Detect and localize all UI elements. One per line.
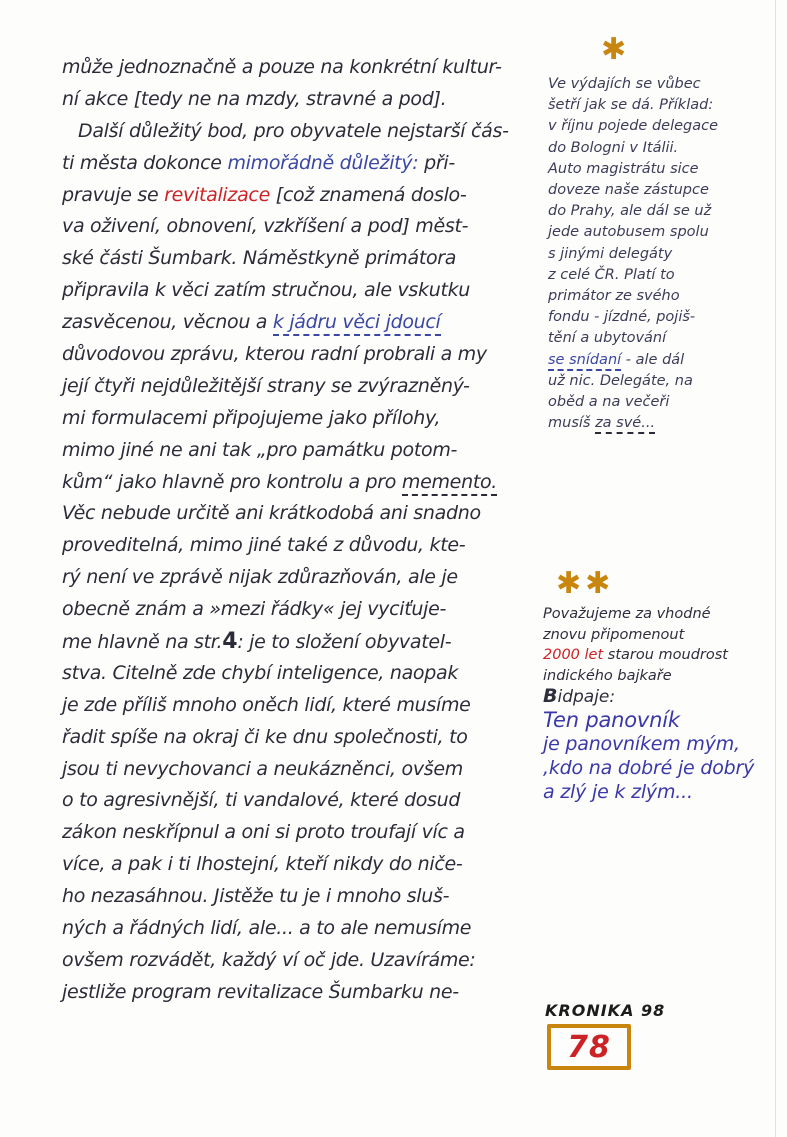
text-line: ovšem rozvádět, každý ví oč jde. Uzavíráme:: [62, 948, 476, 971]
text-line: ho nezasáhnou. Jistěže tu je i mnoho sluš-: [62, 885, 450, 908]
text-line: obecně znám a »mezi řádky« jej vyciťuje-: [62, 598, 447, 621]
page-number: 78: [567, 1029, 611, 1065]
note-line: šetří jak se dá. Příklad:: [548, 97, 714, 114]
note-line: s jinými delegáty: [548, 245, 673, 262]
note-line: doveze naše zástupce: [548, 182, 709, 199]
note-line: z celé ČR. Platí to: [548, 266, 675, 283]
text-segment: B: [543, 685, 558, 707]
text-segment: : je to složení obyvatel-: [237, 631, 452, 654]
note-line: [548, 413, 780, 434]
text-line: ných a řádných lidí, ale... a to ale nemusíme: [62, 917, 472, 940]
text-segment: kům“ jako hlavně pro kontrolu a pro: [62, 470, 402, 493]
note-line: do Prahy, ale dál se už: [548, 203, 712, 220]
text-segment: idpaje:: [557, 687, 616, 707]
text-segment: - ale dál: [621, 351, 685, 368]
text-segment: při-: [418, 151, 455, 174]
text-segment: pravuje se: [62, 183, 165, 206]
note-line: [548, 350, 780, 371]
text-segment: me hlavně na str.: [62, 631, 223, 654]
note-line: znovu připomenout: [543, 626, 685, 643]
text-line: může jednoznačně a pouze na konkrétní kultur-: [62, 56, 502, 78]
quote-line: ‚kdo na dobré je dobrý: [543, 756, 755, 779]
text-line: [62, 467, 554, 499]
text-line: ské části Šumbark. Náměstkyně primátora: [62, 247, 457, 270]
text-line: va oživení, obnovení, vzkříšení a pod] měst-: [62, 215, 469, 238]
text-line: [62, 180, 554, 212]
text-line: více, a pak i ti lhostejní, kteří nikdy do niče-: [62, 853, 463, 876]
text-line: důvodovou zprávu, kterou radní probrali a my: [62, 343, 487, 366]
note-line: jede autobusem spolu: [548, 224, 709, 241]
note-line: do Bologni v Itálii.: [548, 139, 679, 156]
note-line: primátor ze svého: [548, 288, 680, 305]
text-line: zákon neskřípnul a oni si proto troufají víc a: [62, 821, 465, 844]
text-line: rý není ve zprávě nijak zdůrazňován, ale je: [62, 566, 458, 589]
highlight-red-text: 2000 let: [543, 647, 604, 663]
underlined-blue-text: se snídaní: [548, 352, 621, 371]
text-line: Věc nebude určitě ani krátkodobá ani snadno: [62, 502, 481, 525]
note-line: tění a ubytování: [548, 330, 667, 347]
quote-line: Ten panovník: [543, 707, 680, 732]
text-segment: musíš: [548, 415, 596, 432]
note-line: Auto magistrátu sice: [548, 160, 699, 177]
text-line: stva. Citelně zde chybí inteligence, naopak: [62, 661, 459, 684]
double-star-icon: ✱✱: [556, 566, 615, 601]
margin-note-expenses: [548, 74, 780, 434]
text-line: [62, 307, 554, 339]
bidpaj-name: [543, 686, 781, 708]
note-line: [543, 645, 781, 666]
text-line: její čtyři nejdůležitější strany se zvýrazněný-: [62, 374, 470, 397]
note-line: indického bajkaře: [543, 667, 672, 684]
note-line: oběd a na večeři: [548, 394, 670, 411]
underlined-text: memento.: [402, 471, 497, 496]
text-line: je zde příliš mnoho oněch lidí, které musíme: [62, 693, 471, 716]
text-line: řadit spíše na okraj či ke dnu společnosti, to: [62, 725, 468, 748]
note-line: fondu - jízdné, pojiš-: [548, 309, 696, 326]
text-line: Další důležitý bod, pro obyvatele nejstarší čás-: [78, 119, 509, 142]
page-number-box: [547, 1024, 631, 1070]
text-line: [62, 148, 554, 180]
note-line: v říjnu pojede delegace: [548, 118, 719, 135]
kronika-label: KRONIKA 98: [545, 1001, 666, 1020]
text-line: proveditelná, mimo jiné také z důvodu, kte-: [62, 534, 466, 557]
text-segment: starou moudrost: [603, 647, 728, 663]
main-text-column: [62, 52, 554, 1009]
text-line: mimo jiné ne ani tak „pro památku potom-: [62, 438, 458, 461]
text-line: ní akce [tedy ne na mzdy, stravné a pod].: [62, 87, 447, 110]
note-line: už nic. Delegáte, na: [548, 372, 693, 389]
margin-note-bidpaj: [543, 604, 781, 804]
quote-line: a zlý je k zlým...: [543, 780, 693, 803]
text-line: mi formulacemi připojujeme jako přílohy,: [62, 406, 441, 429]
underlined-text: za své...: [595, 415, 655, 434]
highlight-blue-text: mimořádně důležitý:: [227, 151, 419, 174]
text-line: o to agresivnější, ti vandalové, které dosud: [62, 789, 461, 812]
text-line: připravila k věci zatím stručnou, ale vskutku: [62, 279, 471, 302]
text-segment: zasvěcenou, věcnou a: [62, 311, 273, 334]
text-line: [62, 626, 554, 658]
underlined-blue-text: k jádru věci jdoucí: [273, 311, 441, 336]
text-line: jestliže program revitalizace Šumbarku ne-: [62, 980, 459, 1003]
text-line: jsou ti nevychovanci a neukázněnci, ovšem: [62, 757, 463, 780]
quote-line: je panovníkem mým,: [543, 732, 740, 755]
star-icon: ✱: [601, 32, 627, 67]
text-segment: ti města dokonce: [62, 151, 228, 174]
page-reference-number: 4: [222, 629, 238, 655]
note-line: Považujeme za vhodné: [543, 606, 711, 622]
highlight-red-text: revitalizace: [164, 183, 270, 206]
note-line: Ve výdajích se vůbec: [548, 76, 701, 92]
text-segment: [což znamená doslo-: [269, 183, 467, 206]
